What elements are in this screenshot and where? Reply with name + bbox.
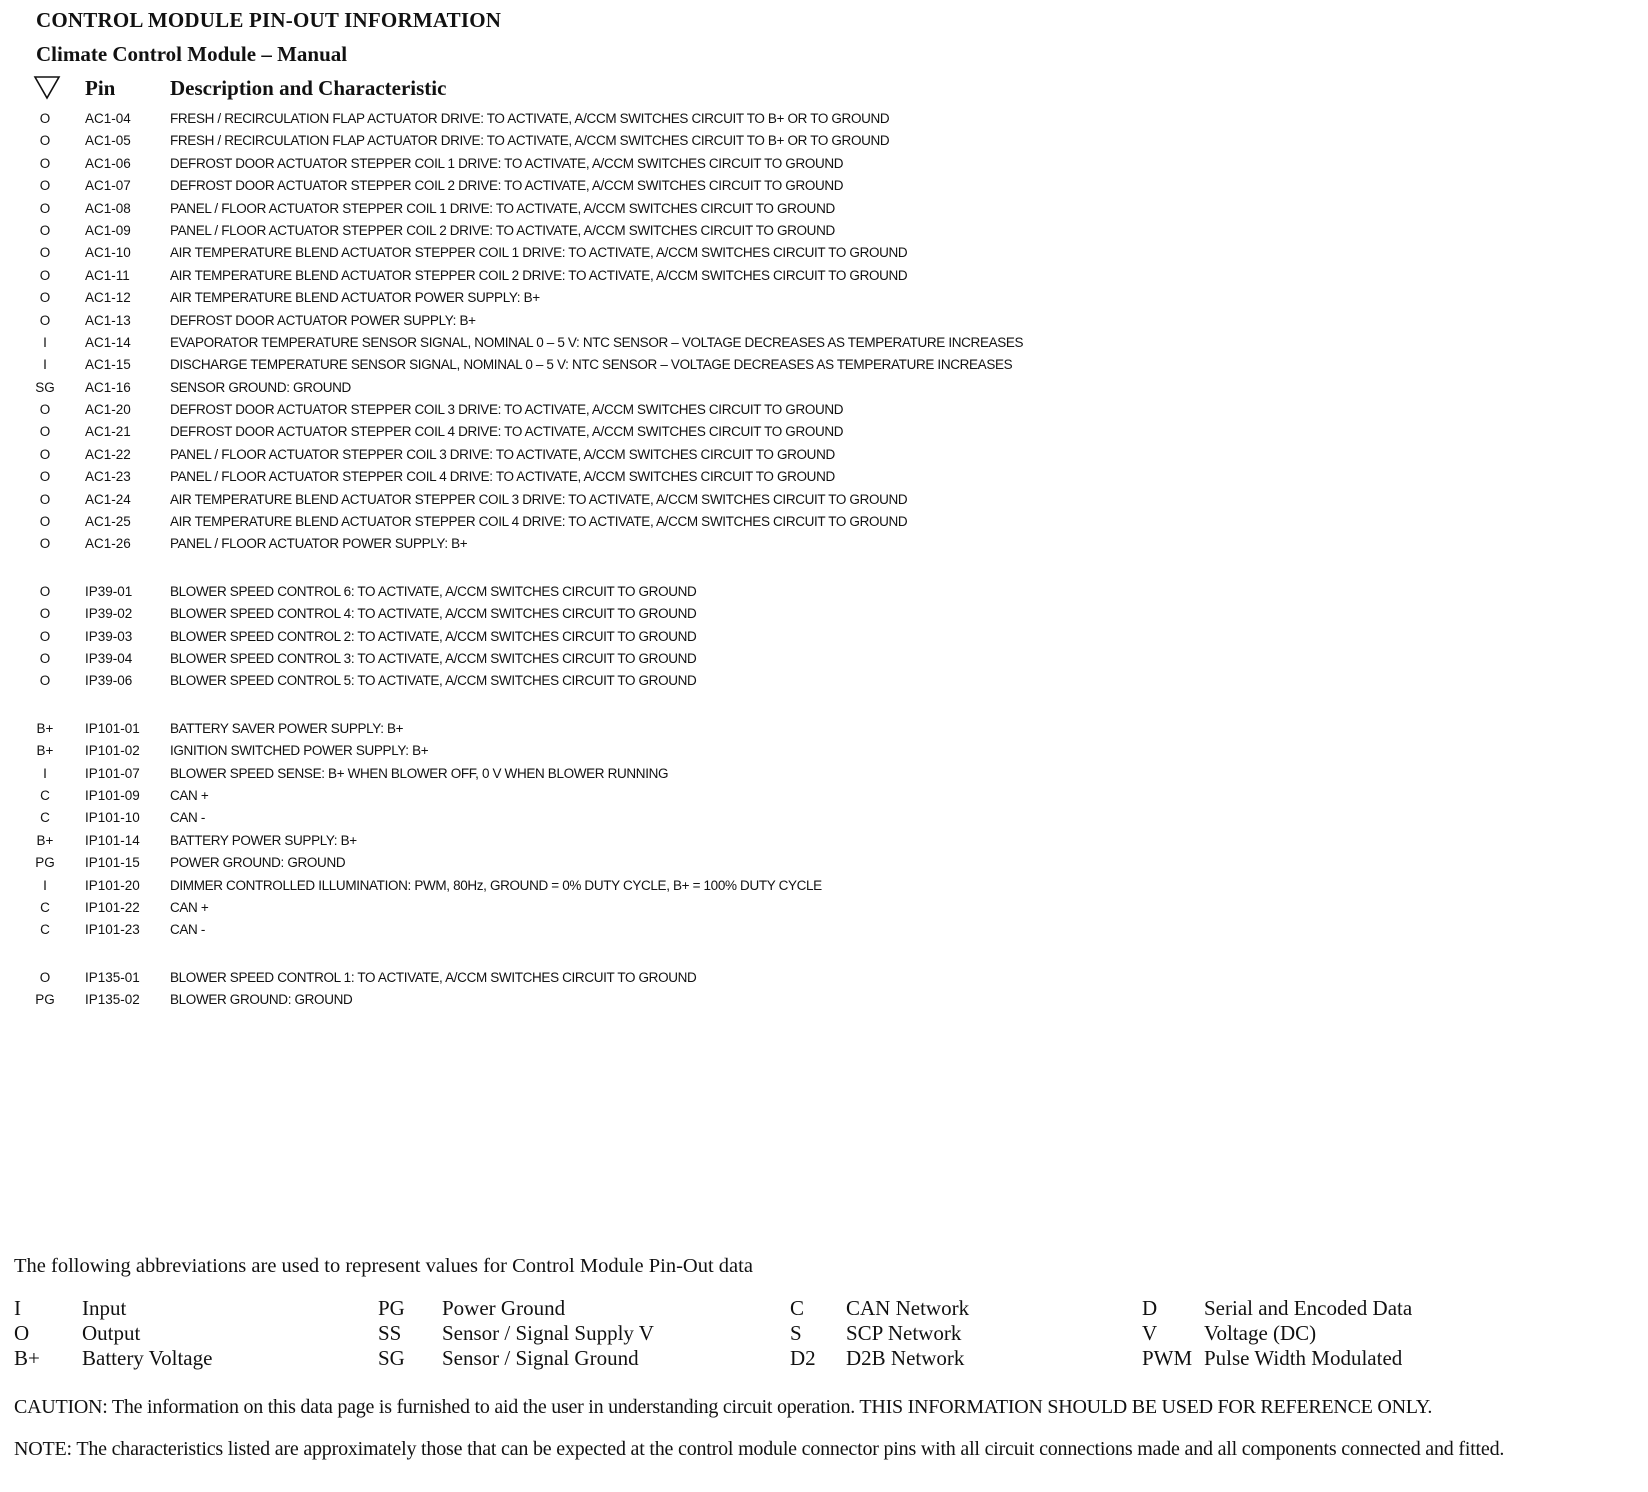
table-row — [0, 444, 1648, 466]
table-row — [0, 626, 1648, 648]
table-row — [0, 108, 1648, 130]
pin-description: PANEL / FLOOR ACTUATOR POWER SUPPLY: B+ — [170, 536, 468, 552]
abbreviation-item — [378, 1321, 718, 1346]
table-row — [0, 242, 1648, 264]
table-row — [0, 533, 1648, 555]
signal-type: O — [39, 245, 51, 261]
abbreviation-item — [790, 1321, 1130, 1346]
abbreviation-code: C — [790, 1296, 805, 1320]
pin-id: IP101-20 — [85, 877, 140, 893]
pin-id: IP39-04 — [85, 650, 133, 666]
table-row — [0, 718, 1648, 740]
signal-direction-icon — [33, 74, 61, 100]
pin-id: IP39-02 — [85, 606, 133, 622]
pin-id: IP39-06 — [85, 673, 133, 689]
pin-description: PANEL / FLOOR ACTUATOR STEPPER COIL 3 DRIVE: TO ACTIVATE, A/CCM SWITCHES CIRCUIT TO GROUND — [170, 446, 835, 462]
abbreviation-label: Battery Voltage — [82, 1346, 213, 1370]
signal-type: PG — [35, 855, 55, 871]
signal-type: SG — [35, 379, 55, 395]
signal-type: B+ — [36, 743, 54, 759]
pin-description: DEFROST DOOR ACTUATOR STEPPER COIL 1 DRIVE: TO ACTIVATE, A/CCM SWITCHES CIRCUIT TO GROUND — [170, 155, 844, 171]
abbreviation-code: D2 — [790, 1346, 816, 1370]
signal-type: O — [39, 200, 51, 216]
pin-id: IP101-01 — [85, 720, 140, 736]
pin-description: AIR TEMPERATURE BLEND ACTUATOR STEPPER COIL 1 DRIVE: TO ACTIVATE, A/CCM SWITCHES CIRCUIT TO GROUND — [170, 245, 908, 261]
signal-type: O — [39, 969, 51, 985]
signal-type: O — [39, 178, 51, 194]
pin-description: BLOWER SPEED CONTROL 5: TO ACTIVATE, A/CCM SWITCHES CIRCUIT TO GROUND — [170, 673, 697, 689]
abbreviation-code: PG — [378, 1296, 405, 1320]
pin-description: FRESH / RECIRCULATION FLAP ACTUATOR DRIVE: TO ACTIVATE, A/CCM SWITCHES CIRCUIT TO B+ OR TO GROUND — [170, 111, 890, 126]
pin-id: AC1-13 — [85, 312, 131, 328]
pin-id: AC1-09 — [85, 222, 131, 238]
pin-description: CAN - — [170, 810, 205, 826]
pin-id: AC1-07 — [85, 178, 131, 194]
table-row — [0, 581, 1648, 603]
signal-type: O — [39, 673, 51, 689]
pin-group — [0, 108, 1648, 556]
pin-id: AC1-24 — [85, 491, 131, 507]
signal-type: I — [43, 334, 47, 350]
pin-description: BLOWER SPEED CONTROL 3: TO ACTIVATE, A/CCM SWITCHES CIRCUIT TO GROUND — [170, 650, 697, 666]
pin-group — [0, 718, 1648, 942]
abbreviation-label: CAN Network — [846, 1296, 970, 1320]
pin-id: AC1-15 — [85, 357, 131, 373]
caution-text: CAUTION: The information on this data page is furnished to aid the user in understanding circuit operation. THIS INFORMATION SHOULD BE USED FOR REFERENCE ONLY. — [14, 1396, 1433, 1418]
pin-id: AC1-23 — [85, 469, 131, 485]
pin-description: AIR TEMPERATURE BLEND ACTUATOR STEPPER COIL 4 DRIVE: TO ACTIVATE, A/CCM SWITCHES CIRCUIT TO GROUND — [170, 514, 908, 530]
note-text: NOTE: The characteristics listed are approximately those that can be expected at the control module connector pins with all circuit connections made and all components connected and fitted. — [14, 1438, 1505, 1460]
pin-id: IP135-01 — [85, 969, 140, 985]
table-row — [0, 399, 1648, 421]
pin-id: AC1-06 — [85, 155, 131, 171]
pin-description: CAN + — [170, 899, 209, 915]
pin-id: IP135-02 — [85, 992, 140, 1008]
pin-id: IP39-01 — [85, 583, 133, 599]
table-row — [0, 897, 1648, 919]
table-row — [0, 830, 1648, 852]
signal-type: C — [40, 810, 50, 826]
page-title: CONTROL MODULE PIN-OUT INFORMATION — [36, 8, 502, 32]
signal-type: O — [39, 222, 51, 238]
pin-id: AC1-16 — [85, 379, 131, 395]
signal-type: O — [39, 446, 51, 462]
signal-type: C — [40, 899, 50, 915]
abbreviation-code: B+ — [14, 1346, 40, 1370]
signal-type: O — [39, 583, 51, 599]
pin-group — [0, 581, 1648, 693]
signal-type: O — [39, 628, 51, 644]
table-row — [0, 967, 1648, 989]
table-row — [0, 265, 1648, 287]
signal-type: O — [39, 155, 51, 171]
signal-type: O — [39, 536, 51, 552]
table-row — [0, 511, 1648, 533]
table-row — [0, 354, 1648, 376]
pin-description: DEFROST DOOR ACTUATOR STEPPER COIL 3 DRIVE: TO ACTIVATE, A/CCM SWITCHES CIRCUIT TO GROUND — [170, 402, 844, 418]
pin-description: SENSOR GROUND: GROUND — [170, 379, 351, 395]
pin-id: AC1-26 — [85, 536, 131, 552]
signal-type: O — [39, 469, 51, 485]
pin-id: IP101-23 — [85, 922, 140, 938]
column-header-pin: Pin — [85, 76, 116, 100]
pin-description: BLOWER SPEED CONTROL 4: TO ACTIVATE, A/CCM SWITCHES CIRCUIT TO GROUND — [170, 606, 697, 622]
table-row — [0, 807, 1648, 829]
signal-type: O — [39, 290, 51, 306]
abbreviation-label: Serial and Encoded Data — [1204, 1296, 1413, 1320]
table-row — [0, 740, 1648, 762]
pin-description: BATTERY POWER SUPPLY: B+ — [170, 832, 357, 848]
pin-description: BLOWER SPEED SENSE: B+ WHEN BLOWER OFF, 0 V WHEN BLOWER RUNNING — [170, 765, 669, 781]
pin-id: AC1-21 — [85, 424, 131, 440]
abbreviation-label: Pulse Width Modulated — [1204, 1346, 1403, 1370]
pin-description: BLOWER SPEED CONTROL 6: TO ACTIVATE, A/CCM SWITCHES CIRCUIT TO GROUND — [170, 583, 697, 599]
abbreviation-code: S — [790, 1321, 802, 1345]
signal-type: O — [39, 606, 51, 622]
pin-id: AC1-11 — [85, 267, 130, 283]
pin-id: IP101-09 — [85, 787, 140, 803]
table-row — [0, 785, 1648, 807]
table-row — [0, 332, 1648, 354]
pin-id: AC1-05 — [85, 133, 131, 149]
abbreviation-item — [14, 1346, 354, 1371]
table-row — [0, 919, 1648, 941]
abbreviation-label: Output — [82, 1321, 141, 1345]
abbreviation-label: D2B Network — [846, 1346, 965, 1370]
signal-type: B+ — [36, 832, 54, 848]
pin-description: POWER GROUND: GROUND — [170, 855, 346, 871]
abbreviation-item — [14, 1321, 354, 1346]
pin-id: AC1-08 — [85, 200, 131, 216]
abbreviations-intro: The following abbreviations are used to represent values for Control Module Pin-Out data — [14, 1255, 753, 1277]
table-row — [0, 130, 1648, 152]
abbreviation-code: O — [14, 1321, 30, 1345]
pin-id: IP101-14 — [85, 832, 140, 848]
table-row — [0, 220, 1648, 242]
table-row — [0, 287, 1648, 309]
pin-description: AIR TEMPERATURE BLEND ACTUATOR STEPPER COIL 2 DRIVE: TO ACTIVATE, A/CCM SWITCHES CIRCUIT TO GROUND — [170, 267, 908, 283]
pin-description: DEFROST DOOR ACTUATOR STEPPER COIL 2 DRIVE: TO ACTIVATE, A/CCM SWITCHES CIRCUIT TO GROUND — [170, 178, 844, 194]
table-row — [0, 421, 1648, 443]
table-row — [0, 763, 1648, 785]
abbreviation-label: Sensor / Signal Ground — [442, 1346, 639, 1370]
column-header-description: Description and Characteristic — [170, 76, 447, 100]
signal-type: O — [39, 491, 51, 507]
pin-table — [0, 108, 1648, 1036]
abbreviation-item — [378, 1346, 718, 1371]
abbreviation-label: SCP Network — [846, 1321, 962, 1345]
pin-id: AC1-14 — [85, 334, 131, 350]
signal-type: O — [39, 402, 51, 418]
pin-description: AIR TEMPERATURE BLEND ACTUATOR STEPPER COIL 3 DRIVE: TO ACTIVATE, A/CCM SWITCHES CIRCUIT TO GROUND — [170, 491, 908, 507]
abbreviation-label: Input — [82, 1296, 127, 1320]
table-row — [0, 377, 1648, 399]
signal-type: I — [43, 357, 47, 373]
pin-id: IP101-22 — [85, 899, 140, 915]
page-subtitle: Climate Control Module – Manual — [36, 42, 348, 66]
table-row — [0, 489, 1648, 511]
table-row — [0, 670, 1648, 692]
abbreviation-label: Voltage (DC) — [1204, 1321, 1317, 1345]
abbreviation-code: SG — [378, 1346, 405, 1370]
signal-type: B+ — [36, 720, 54, 736]
table-row — [0, 603, 1648, 625]
pin-description: BLOWER SPEED CONTROL 2: TO ACTIVATE, A/CCM SWITCHES CIRCUIT TO GROUND — [170, 628, 697, 644]
pin-description: PANEL / FLOOR ACTUATOR STEPPER COIL 1 DRIVE: TO ACTIVATE, A/CCM SWITCHES CIRCUIT TO GROUND — [170, 200, 835, 216]
abbreviation-code: SS — [378, 1321, 402, 1345]
pin-description: BLOWER GROUND: GROUND — [170, 992, 353, 1008]
abbreviation-item — [1142, 1346, 1482, 1371]
abbreviation-code: PWM — [1142, 1346, 1193, 1370]
abbreviation-code: D — [1142, 1296, 1158, 1320]
pin-id: AC1-22 — [85, 446, 131, 462]
table-row — [0, 648, 1648, 670]
pin-id: IP101-10 — [85, 810, 140, 826]
pin-description: DEFROST DOOR ACTUATOR STEPPER COIL 4 DRIVE: TO ACTIVATE, A/CCM SWITCHES CIRCUIT TO GROUND — [170, 424, 844, 440]
abbreviation-item — [14, 1296, 354, 1321]
abbreviation-item — [790, 1296, 1130, 1321]
pin-id: AC1-10 — [85, 245, 131, 261]
pin-description: DISCHARGE TEMPERATURE SENSOR SIGNAL, NOMINAL 0 – 5 V: NTC SENSOR – VOLTAGE DECREASES AS TEMPERATURE INCREASES — [170, 357, 1013, 373]
abbreviation-label: Power Ground — [442, 1296, 566, 1320]
pin-description: IGNITION SWITCHED POWER SUPPLY: B+ — [170, 743, 429, 759]
signal-type: O — [39, 424, 51, 440]
pin-id: AC1-20 — [85, 402, 131, 418]
pin-description: PANEL / FLOOR ACTUATOR STEPPER COIL 4 DRIVE: TO ACTIVATE, A/CCM SWITCHES CIRCUIT TO GROUND — [170, 469, 835, 485]
pin-id: IP101-02 — [85, 743, 140, 759]
table-row — [0, 310, 1648, 332]
abbreviation-code: I — [14, 1296, 21, 1320]
signal-type: O — [39, 650, 51, 666]
pin-id: IP101-15 — [85, 855, 140, 871]
table-row — [0, 198, 1648, 220]
signal-type: C — [40, 787, 50, 803]
pin-description: BLOWER SPEED CONTROL 1: TO ACTIVATE, A/CCM SWITCHES CIRCUIT TO GROUND — [170, 969, 697, 985]
pin-description: DEFROST DOOR ACTUATOR POWER SUPPLY: B+ — [170, 312, 476, 328]
pin-id: AC1-12 — [85, 290, 131, 306]
signal-type: C — [40, 922, 50, 938]
pin-description: AIR TEMPERATURE BLEND ACTUATOR POWER SUPPLY: B+ — [170, 290, 540, 306]
pin-id: AC1-04 — [85, 111, 131, 126]
signal-type: O — [39, 267, 51, 283]
abbreviation-item — [1142, 1296, 1482, 1321]
abbreviation-item — [1142, 1321, 1482, 1346]
abbreviation-label: Sensor / Signal Supply V — [442, 1321, 654, 1345]
signal-type: O — [39, 312, 51, 328]
table-row — [0, 852, 1648, 874]
pin-id: IP39-03 — [85, 628, 133, 644]
pin-description: EVAPORATOR TEMPERATURE SENSOR SIGNAL, NOMINAL 0 – 5 V: NTC SENSOR – VOLTAGE DECREASES AS TEMPERATURE INCREASES — [170, 334, 1024, 350]
pin-id: IP101-07 — [85, 765, 140, 781]
table-row — [0, 175, 1648, 197]
pin-description: DIMMER CONTROLLED ILLUMINATION: PWM, 80Hz, GROUND = 0% DUTY CYCLE, B+ = 100% DUTY CYCLE — [170, 877, 822, 893]
table-row — [0, 153, 1648, 175]
signal-type: O — [39, 514, 51, 530]
table-row — [0, 989, 1648, 1011]
pin-description: BATTERY SAVER POWER SUPPLY: B+ — [170, 720, 404, 736]
signal-type: PG — [35, 992, 55, 1008]
pin-description: PANEL / FLOOR ACTUATOR STEPPER COIL 2 DRIVE: TO ACTIVATE, A/CCM SWITCHES CIRCUIT TO GROUND — [170, 222, 835, 238]
signal-type: O — [39, 133, 51, 149]
pin-description: FRESH / RECIRCULATION FLAP ACTUATOR DRIVE: TO ACTIVATE, A/CCM SWITCHES CIRCUIT TO B+ OR TO GROUND — [170, 133, 890, 149]
pin-group — [0, 967, 1648, 1012]
abbreviation-item — [790, 1346, 1130, 1371]
signal-type: I — [43, 877, 47, 893]
signal-type: O — [39, 111, 51, 126]
table-row — [0, 466, 1648, 488]
pin-id: AC1-25 — [85, 514, 131, 530]
abbreviation-item — [378, 1296, 718, 1321]
signal-type: I — [43, 765, 47, 781]
abbreviations-legend — [0, 1296, 1648, 1376]
pin-description: CAN + — [170, 787, 209, 803]
table-row — [0, 875, 1648, 897]
abbreviation-code: V — [1142, 1321, 1158, 1345]
pin-description: CAN - — [170, 922, 205, 938]
